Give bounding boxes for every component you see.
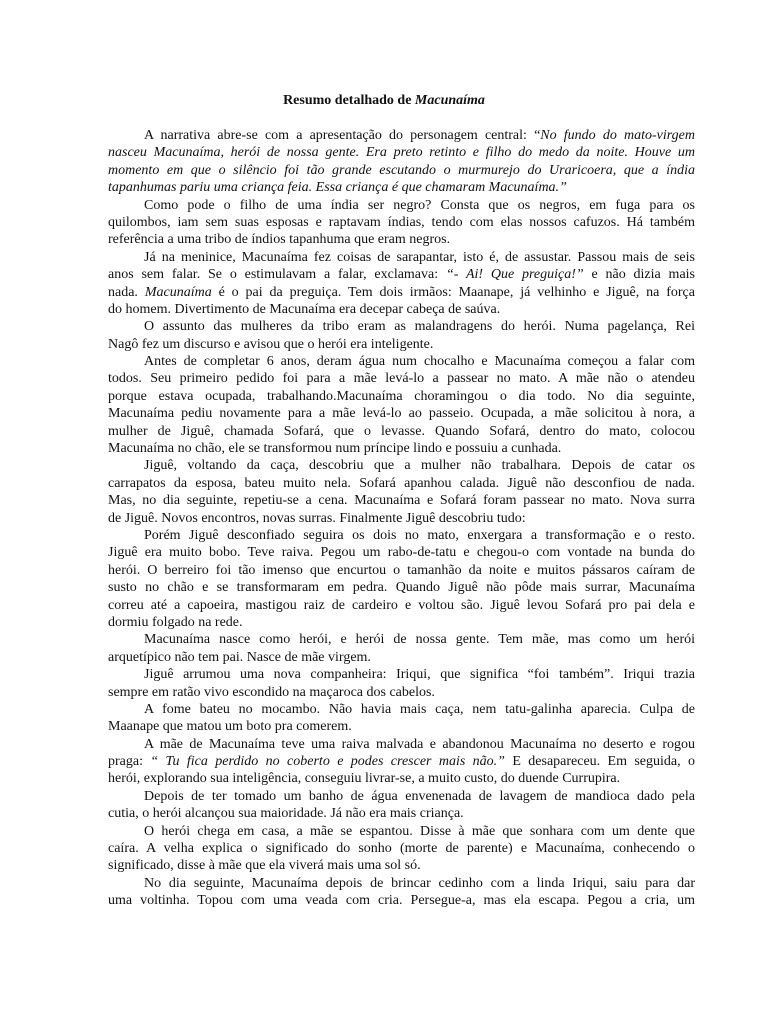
text-line — [108, 214, 695, 231]
title-italic-text: Macunaíma — [414, 93, 485, 108]
text-segment: nada. — [108, 284, 145, 300]
text-line — [108, 718, 695, 735]
text-segment: do homem. Divertimento de Macunaíma era decepar cabeça de saúva. — [108, 301, 501, 317]
text-line — [108, 684, 695, 701]
text-line — [108, 544, 695, 561]
text-line — [108, 457, 695, 474]
text-segment: quilombos, iam sem suas esposas e raptavam índias, tendo com elas nossos cafuzos. Há também — [108, 214, 695, 230]
text-segment: Jiguê arrumou uma nova companheira: Iriqui, que significa “foi também”. Iriqui trazia — [144, 667, 695, 683]
text-line — [108, 144, 695, 161]
text-segment: O herói chega em casa, a mãe se espantou. Disse à mãe que sonhara com um dente que — [144, 823, 695, 839]
text-segment: dormiu folgado na rede. — [108, 614, 243, 630]
text-segment: Já na meninice, Macunaíma fez coisas de sarapantar, isto é, de assustar. Passou mais de seis — [144, 249, 695, 265]
text-line — [108, 614, 695, 631]
text-segment: A fome bateu no mocambo. Não havia mais caça, nem tatu-galinha aparecia. Culpa de — [144, 701, 695, 717]
text-line — [108, 597, 695, 614]
text-line — [108, 701, 695, 718]
text-segment: susto no chão e se transformaram em pedra. Quando Jiguê não pôde mais surrar, Macunaíma — [108, 580, 695, 596]
text-line — [108, 440, 695, 457]
text-segment: Antes de completar 6 anos, deram água num chocalho e Macunaíma começou a falar com — [144, 354, 695, 370]
text-segment: Jiguê, voltando da caça, descobriu que a mulher não trabalhara. Depois de catar os — [144, 458, 695, 474]
text-segment: herói, explorando sua inteligência, conseguiu livrar-se, a muito custo, do duende Currupira. — [108, 771, 621, 787]
text-line — [108, 231, 695, 248]
text-segment: Como pode o filho de uma índia ser negro? Consta que os negros, em fuga para os — [144, 197, 695, 213]
text-line — [108, 649, 695, 666]
text-line — [108, 475, 695, 492]
text-line — [108, 666, 695, 683]
text-line — [108, 770, 695, 787]
text-segment: caíra. A velha explica o significado do sonho (morte de parente) e Macunaíma, conhecendo o — [108, 841, 695, 857]
text-segment: todos. Seu primeiro pedido foi para a mãe levá-lo a passear no mato. A mãe não o atendeu — [108, 371, 695, 387]
text-line — [108, 284, 695, 301]
italic-text-segment: “ Tu fica perdido no coberto e podes crescer mais não.” — [150, 754, 505, 770]
text-line — [108, 788, 695, 805]
text-segment: mulher de Jiguê, chamada Sofará, que o levasse. Quando Sofará, dentro do mato, colocou — [108, 423, 695, 439]
document-title — [0, 92, 768, 110]
text-segment: O assunto das mulheres da tribo eram as malandragens do herói. Numa pagelança, Rei — [144, 319, 695, 335]
text-segment: Mas, no dia seguinte, repetiu-se a cena. Macunaíma e Sofará foram passear no mato. Nova surra — [108, 493, 695, 509]
text-line — [108, 527, 695, 544]
text-line — [108, 405, 695, 422]
text-segment: correu até a capoeira, mastigou raiz de cardeiro e voltou são. Jiguê levou Sofará pro pai dela e — [108, 597, 695, 613]
text-line — [108, 631, 695, 648]
text-line — [108, 753, 695, 770]
italic-text-segment: ” — [559, 180, 567, 196]
text-line — [108, 388, 695, 405]
text-line — [108, 823, 695, 840]
text-line — [108, 179, 695, 196]
text-segment: arquetípico não tem pai. Nasce de mãe virgem. — [108, 649, 371, 665]
text-segment: anos sem falar. Se o estimulavam a falar, exclamava: — [108, 267, 446, 283]
text-segment: E desapareceu. Em seguida, o — [504, 754, 695, 770]
text-segment: Jiguê era muito bobo. Teve raiva. Pegou um rabo-de-tatu e chegou-o com vontade na bunda do — [108, 545, 695, 561]
text-line — [108, 301, 695, 318]
text-line — [108, 266, 695, 283]
text-segment: carrapatos da esposa, bateu muito nela. Sofará apanhou calada. Jiguê não desconfiou de nada. — [108, 475, 695, 491]
text-line — [108, 736, 695, 753]
text-segment: Porém Jiguê desconfiado seguira os dois no mato, enxergara a transformação e o resto. — [144, 527, 695, 543]
title-text: Resumo detalhado de — [283, 93, 415, 108]
text-segment: Macunaíma no chão, ele se transformou num príncipe lindo e possuiu a cunhada. — [108, 441, 562, 457]
text-segment: Maanape que matou um boto pra comerem. — [108, 719, 352, 735]
text-line — [108, 336, 695, 353]
text-line — [108, 423, 695, 440]
text-segment: Macunaíma nasce como herói, e herói de nossa gente. Tem mãe, mas como um herói — [144, 632, 695, 648]
italic-text-segment: “- Ai! Que preguiça!” — [445, 267, 584, 283]
text-line — [108, 562, 695, 579]
text-line — [108, 162, 695, 179]
text-line — [108, 579, 695, 596]
italic-text-segment: Macunaíma — [144, 284, 212, 300]
text-line — [108, 353, 695, 370]
italic-text-segment: No fundo do mato-virgem — [540, 128, 695, 143]
text-segment: cutia, o herói alcançou sua maioridade. Já não era mais criança. — [108, 806, 464, 822]
text-line — [108, 510, 695, 527]
text-line — [108, 492, 695, 509]
text-line — [108, 857, 695, 874]
text-segment: uma voltinha. Topou com uma veada com cria. Persegue-a, mas ela escapa. Pegou a cria, um — [108, 893, 695, 909]
text-segment: Macunaíma pediu novamente para a mãe levá-lo ao passeio. Ocupada, a mãe solicitou à nora, a — [108, 406, 695, 422]
text-line — [108, 197, 695, 214]
text-line — [108, 370, 695, 387]
text-segment: é o pai da preguiça. Tem dois irmãos: Maanape, já velhinho e Jiguê, na força — [211, 284, 695, 300]
text-segment: Nagô fez um discurso e avisou que o herói era inteligente. — [108, 336, 434, 352]
text-line — [108, 892, 695, 909]
text-segment: porque estava ocupada, trabalhando.Macunaíma choramingou o dia todo. No dia seguinte, — [108, 388, 695, 404]
text-segment: herói. O berreiro foi tão imenso que encurtou o tamanhão da noite e muitos pássaros caíram de — [108, 562, 695, 578]
text-segment: A mãe de Macunaíma teve uma raiva malvada e abandonou Macunaíma no deserto e rogou — [144, 736, 695, 752]
text-line — [108, 318, 695, 335]
text-segment: referência a uma tribo de índios tapanhuma que eram negros. — [108, 232, 451, 248]
text-segment: A narrativa abre-se com a apresentação do personagem central: “ — [144, 128, 541, 143]
text-segment: e não dizia mais — [583, 267, 695, 283]
italic-text-segment: momento em que o silêncio foi tão grande escutando o murmurejo do Uraricoera, que a índia — [108, 162, 695, 178]
text-line — [108, 875, 695, 892]
italic-text-segment: tapanhumas pariu uma criança feia. Essa criança é que chamaram Macunaíma. — [108, 180, 560, 196]
text-line — [108, 249, 695, 266]
text-line — [108, 805, 695, 822]
text-line — [108, 840, 695, 857]
text-segment: praga: — [108, 754, 151, 770]
text-segment: significado, disse à mãe que ela viverá mais uma sol só. — [108, 858, 421, 874]
text-segment: sempre em ratão vivo escondido na maçaroca dos cabelos. — [108, 684, 435, 700]
text-segment: de Jiguê. Novos encontros, novas surras. Finalmente Jiguê descobriu tudo: — [108, 510, 526, 526]
text-segment: No dia seguinte, Macunaíma depois de brincar cedinho com a linda Iriqui, saiu para dar — [144, 875, 695, 891]
italic-text-segment: nasceu Macunaíma, herói de nossa gente. Era preto retinto e filho do medo da noite. Houve um — [108, 145, 695, 161]
text-line — [108, 127, 695, 144]
text-segment: Depois de ter tomado um banho de água envenenada de lavagem de mandioca dado pela — [144, 788, 695, 804]
document-body — [108, 127, 695, 910]
